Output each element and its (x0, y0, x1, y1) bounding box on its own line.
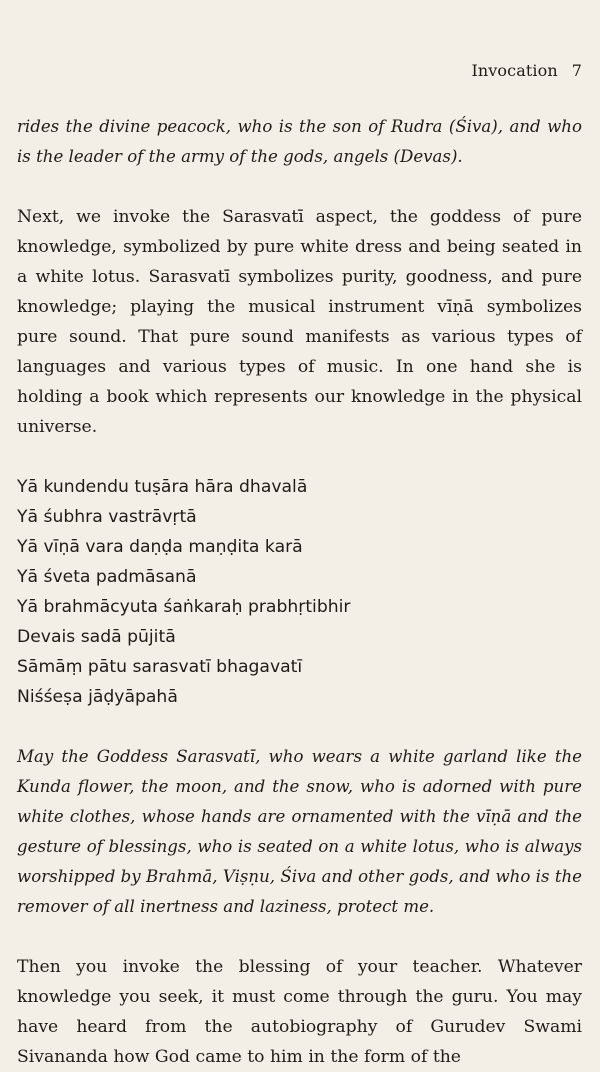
paragraph-continuation: rides the divine peacock, who is the son of Rudra (Śiva), and who is the leader of the army of the gods, angels (Devas). (17, 117, 582, 166)
paragraph-teacher-blessing: Then you invoke the blessing of your teacher. Whatever knowledge you seek, it must come through the guru. You may have heard from the autobiography of Gurudev Swami Sivananda how God came to him in the form of the (17, 957, 582, 1067)
page-number: 7 (571, 61, 582, 80)
verse-line: Yā śubhra vastrāvṛtā (17, 507, 197, 527)
verse-line: Sāmāṃ pātu sarasvatī bhagavatī (17, 657, 303, 677)
verse-line: Yā brahmācyuta śaṅkaraḥ prabhṛtibhir (17, 597, 351, 617)
running-header (471, 61, 582, 81)
paragraph-gap (17, 922, 582, 952)
verse-line: Devais sadā pūjitā (17, 627, 176, 647)
verse-line: Yā kundendu tuṣāra hāra dhavalā (17, 477, 308, 497)
verse-line: Yā vīṇā vara daṇḍa maṇḍita karā (17, 537, 303, 557)
paragraph-verse-translation: May the Goddess Sarasvatī, who wears a white garland like the Kunda flower, the moon, and the snow, who is adorned with pure white clothes, whose hands are ornamented with the vīṇā and the gesture of blessings, who is seated on a white lotus, who is always worshipped by Brahmā, Viṣṇu, Śiva and other gods, and who is the remover of all inertness and laziness, protect me. (17, 747, 582, 916)
paragraph-sarasvati-aspect: Next, we invoke the Sarasvatī aspect, the goddess of pure knowledge, symbolized by pure white dress and being seated in a white lotus. Sarasvatī symbolizes purity, goodness, and pure knowledge; playing the musical instrument vīṇā symbolizes pure sound. That pure sound manifests as various types of languages and various types of music. In one hand she is holding a book which represents our knowledge in the physical universe. (17, 207, 582, 437)
paragraph-gap (17, 172, 582, 202)
paragraph-gap (17, 442, 582, 472)
body-text (17, 112, 582, 1072)
verse-line: Yā śveta padmāsanā (17, 567, 197, 587)
paragraph-gap (17, 712, 582, 742)
verse-line: Niśśeṣa jāḍyāpahā (17, 687, 178, 707)
header-title: Invocation (471, 61, 558, 80)
sanskrit-verse (17, 472, 582, 712)
